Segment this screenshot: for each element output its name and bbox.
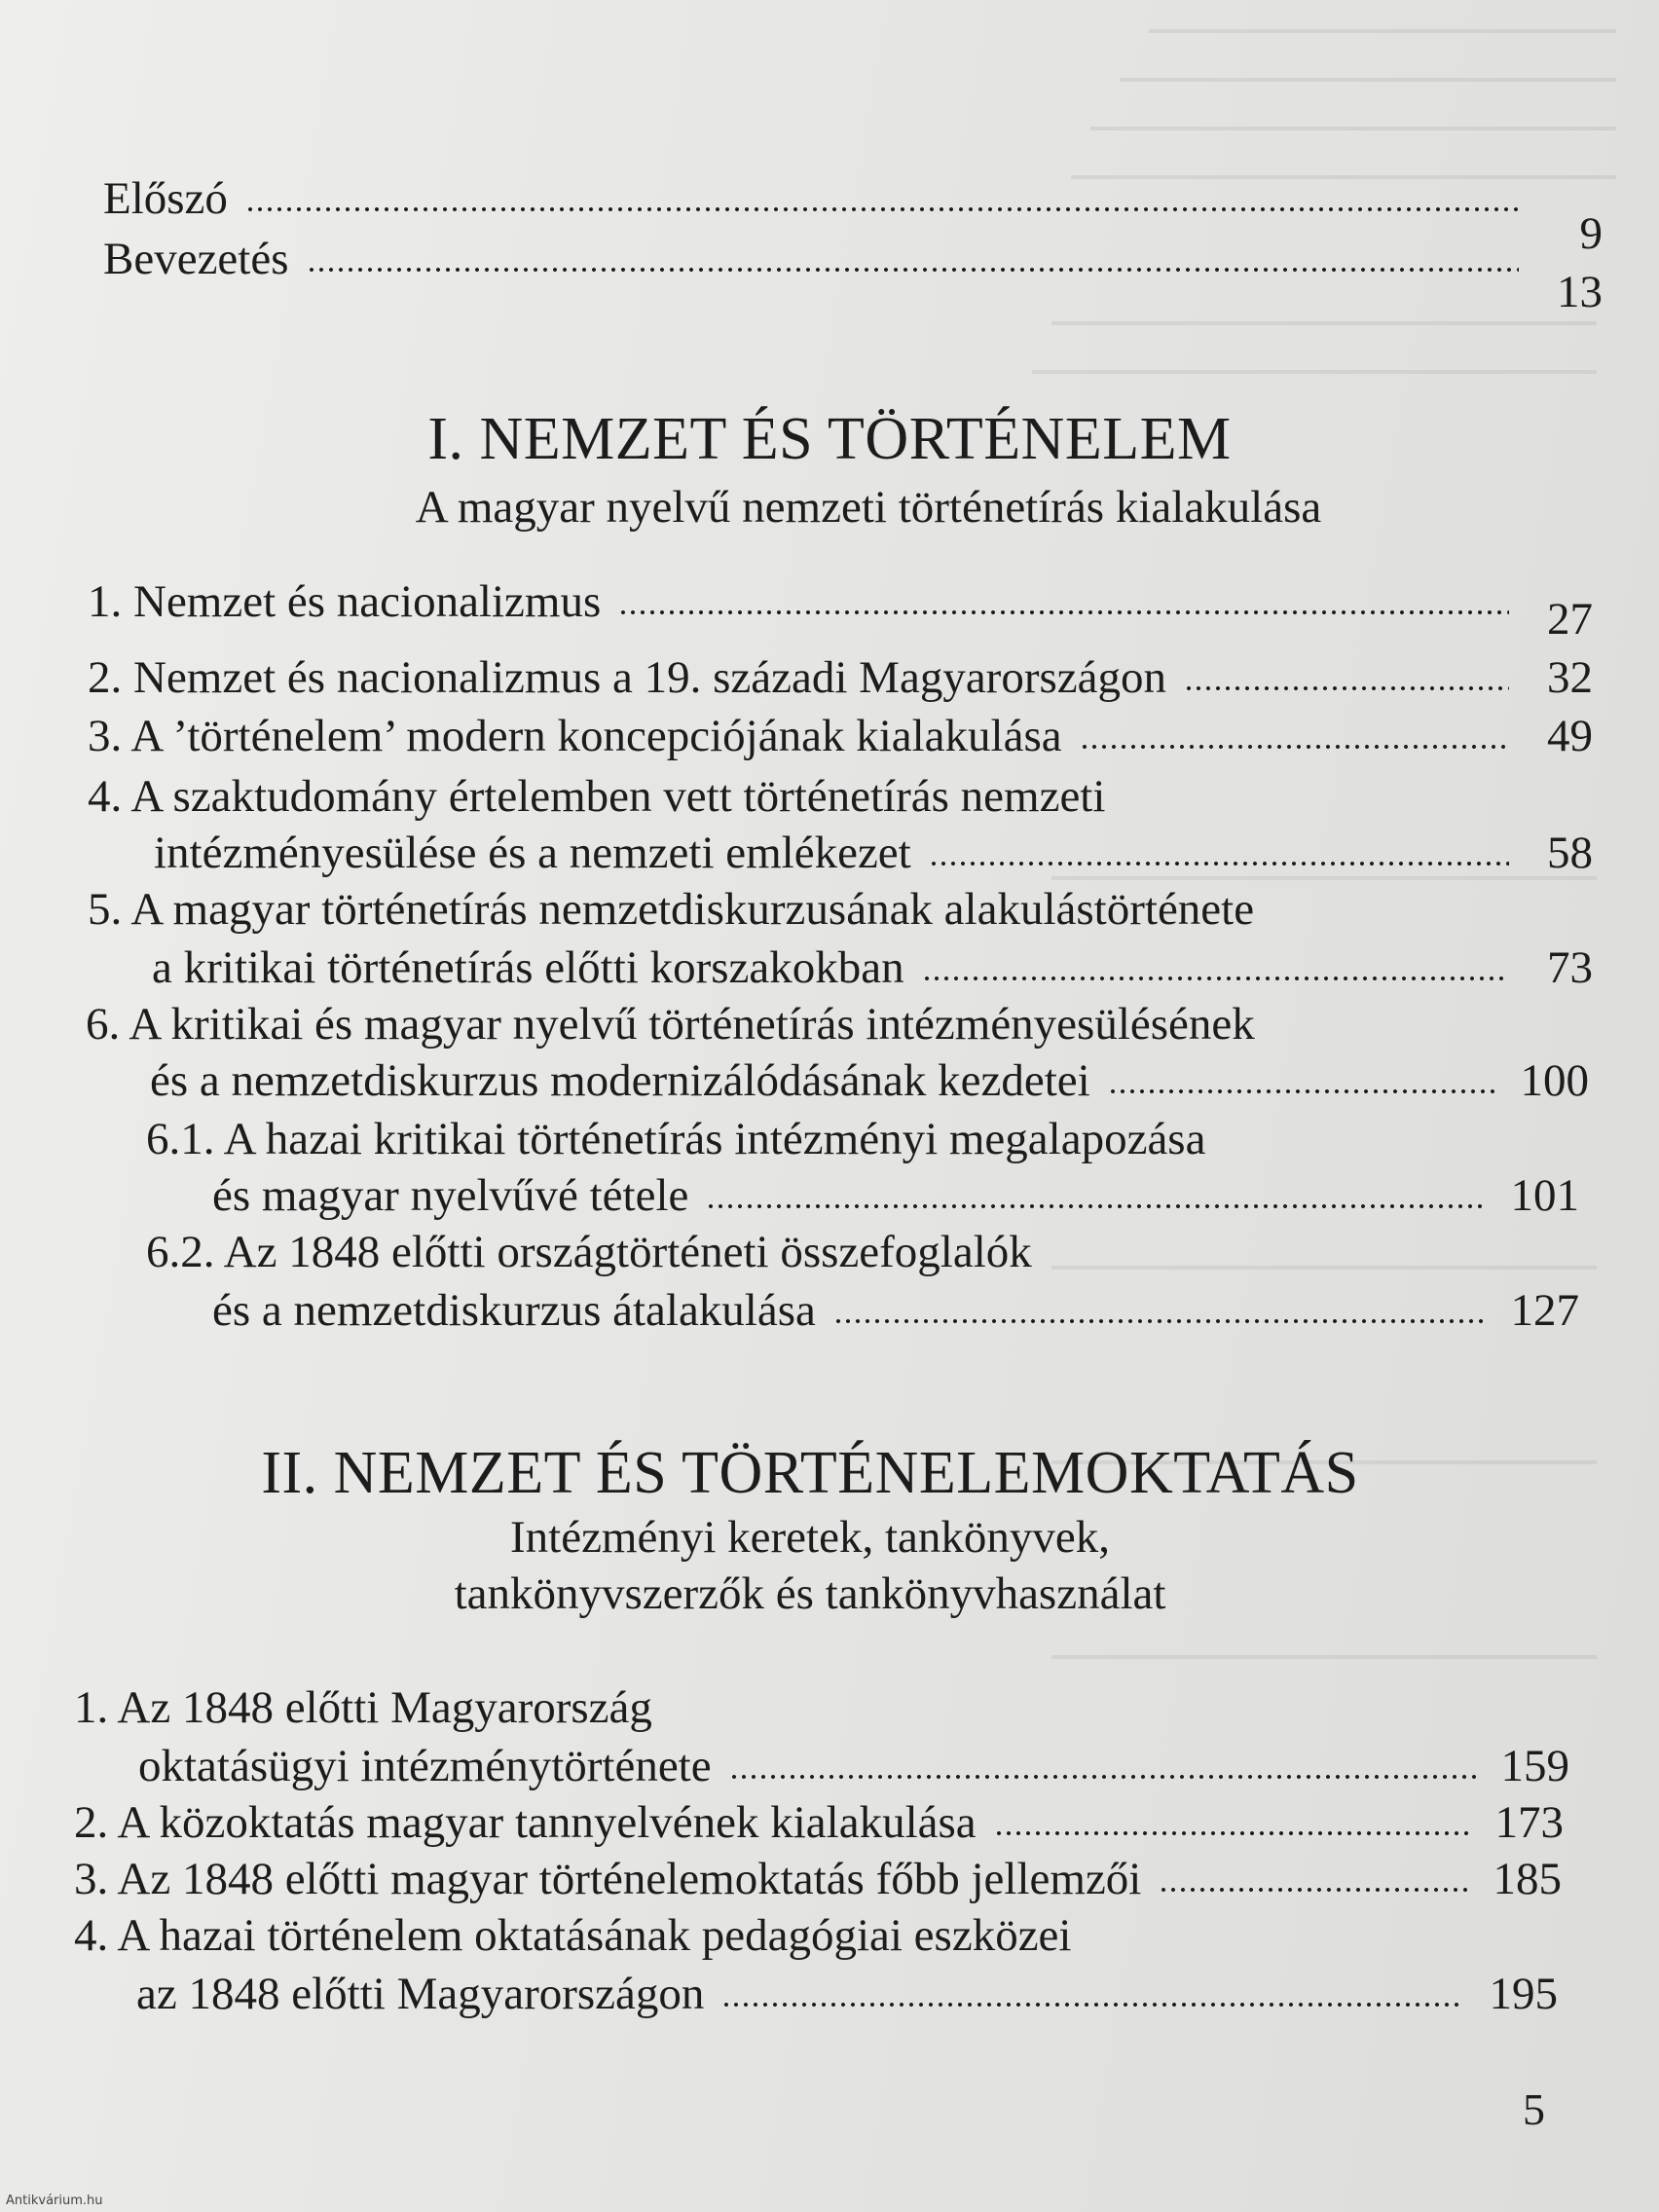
toc-entry-title: 3. Az 1848 előtti magyar történelemoktatás főbb jellemzői	[74, 1854, 1142, 1904]
dot-leader	[1159, 1887, 1467, 1893]
toc-page-number: 185	[1493, 1854, 1562, 1904]
page-number: 5	[1523, 2084, 1545, 2134]
toc-entry-title: 1. Nemzet és nacionalizmus	[88, 576, 602, 627]
toc-subentry-title-cont: és a nemzetdiskurzus átalakulása	[212, 1285, 816, 1336]
toc-page-number: 9	[1579, 208, 1603, 259]
toc-entry-title-cont: intézményesülése és a nemzeti emlékezet	[154, 828, 911, 878]
toc-entry	[154, 826, 1593, 880]
dot-leader	[729, 1774, 1476, 1780]
toc-page-number: 100	[1520, 1055, 1589, 1106]
dot-leader	[245, 206, 1519, 212]
toc-entry-title: 6. A kritikai és magyar nyelvű történetírás intézményesülésének	[86, 999, 1255, 1050]
toc-entry	[88, 574, 1593, 645]
toc-entry-title-cont: és a nemzetdiskurzus modernizálódásának kezdetei	[150, 1055, 1090, 1106]
dot-leader	[706, 1203, 1485, 1209]
toc-subentry	[212, 1168, 1579, 1223]
toc-entry	[88, 709, 1593, 763]
toc-page-number: 32	[1547, 652, 1593, 703]
dot-leader	[833, 1318, 1486, 1324]
dot-leader	[721, 2002, 1463, 2008]
dot-leader	[307, 267, 1519, 273]
toc-entry	[88, 650, 1593, 705]
toc-page-number: 49	[1547, 711, 1593, 761]
watermark: Antikvárium.hu	[6, 2194, 103, 2208]
toc-entry-title-cont: oktatásügyi intézménytörténete	[138, 1741, 712, 1791]
toc-entry-title: 2. A közoktatás magyar tannyelvének kialakulása	[74, 1797, 977, 1848]
toc-entry	[74, 1795, 1564, 1850]
dot-leader	[618, 609, 1509, 615]
toc-entry-title-cont: az 1848 előtti Magyarországon	[136, 1969, 705, 2019]
dot-leader	[929, 861, 1509, 866]
toc-subentry-title: 6.1. A hazai kritikai történetírás intézményi megalapozása	[146, 1114, 1206, 1164]
toc-entry	[138, 1739, 1569, 1793]
toc-entry-title: Előszó	[103, 173, 228, 224]
toc-entry-title: 4. A szaktudomány értelemben vett történetírás nemzeti	[88, 771, 1106, 822]
toc-page-number: 58	[1547, 828, 1593, 878]
toc-entry-title-cont: a kritikai történetírás előtti korszakokban	[152, 942, 904, 993]
toc-page-number: 27	[1547, 594, 1593, 645]
toc-entry	[74, 1852, 1562, 1906]
toc-page-number: 73	[1547, 942, 1593, 993]
toc-page-number: 13	[1557, 267, 1603, 317]
toc-entry-title: 3. A ’történelem’ modern koncepciójának kialakulása	[88, 711, 1062, 761]
dot-leader	[922, 976, 1509, 981]
toc-page-number: 173	[1494, 1797, 1564, 1848]
toc-entry	[150, 1053, 1589, 1108]
toc-entry-title: Bevezetés	[103, 234, 289, 284]
toc-page-number: 195	[1489, 1969, 1558, 2019]
part-1-subheading: A magyar nyelvű nemzeti történetírás kialakulása	[415, 482, 1322, 533]
toc-page-number: 101	[1510, 1170, 1579, 1221]
toc-subentry	[212, 1283, 1579, 1338]
toc-page-number: 159	[1500, 1741, 1569, 1791]
part-2-heading: II. NEMZET ÉS TÖRTÉNELEMOKTATÁS	[261, 1440, 1359, 1506]
part-2-subheading: tankönyvszerzők és tankönyvhasználat	[454, 1568, 1166, 1619]
toc-entry-title: 2. Nemzet és nacionalizmus a 19. századi Magyarországon	[88, 652, 1166, 703]
toc-entry-title: 4. A hazai történelem oktatásának pedagógiai eszközei	[74, 1910, 1072, 1961]
toc-entry-title: 5. A magyar történetírás nemzetdiskurzusának alakulástörténete	[88, 884, 1255, 935]
dot-leader	[1080, 744, 1509, 750]
toc-entry	[136, 1967, 1558, 2021]
part-2-subheading: Intézményi keretek, tankönyvek,	[510, 1512, 1110, 1563]
toc-page-number: 127	[1510, 1285, 1579, 1336]
toc-entry-introduction	[103, 232, 1603, 317]
dot-leader	[1108, 1088, 1495, 1094]
toc-subentry-title-cont: és magyar nyelvűvé tétele	[212, 1170, 689, 1221]
toc-subentry-title: 6.2. Az 1848 előtti országtörténeti összefoglalók	[146, 1227, 1032, 1277]
dot-leader	[1184, 685, 1509, 691]
toc-entry	[152, 940, 1593, 995]
dot-leader	[994, 1830, 1470, 1836]
toc-entry-title: 1. Az 1848 előtti Magyarország	[74, 1682, 652, 1733]
part-1-heading: I. NEMZET ÉS TÖRTÉNELEM	[427, 406, 1232, 472]
